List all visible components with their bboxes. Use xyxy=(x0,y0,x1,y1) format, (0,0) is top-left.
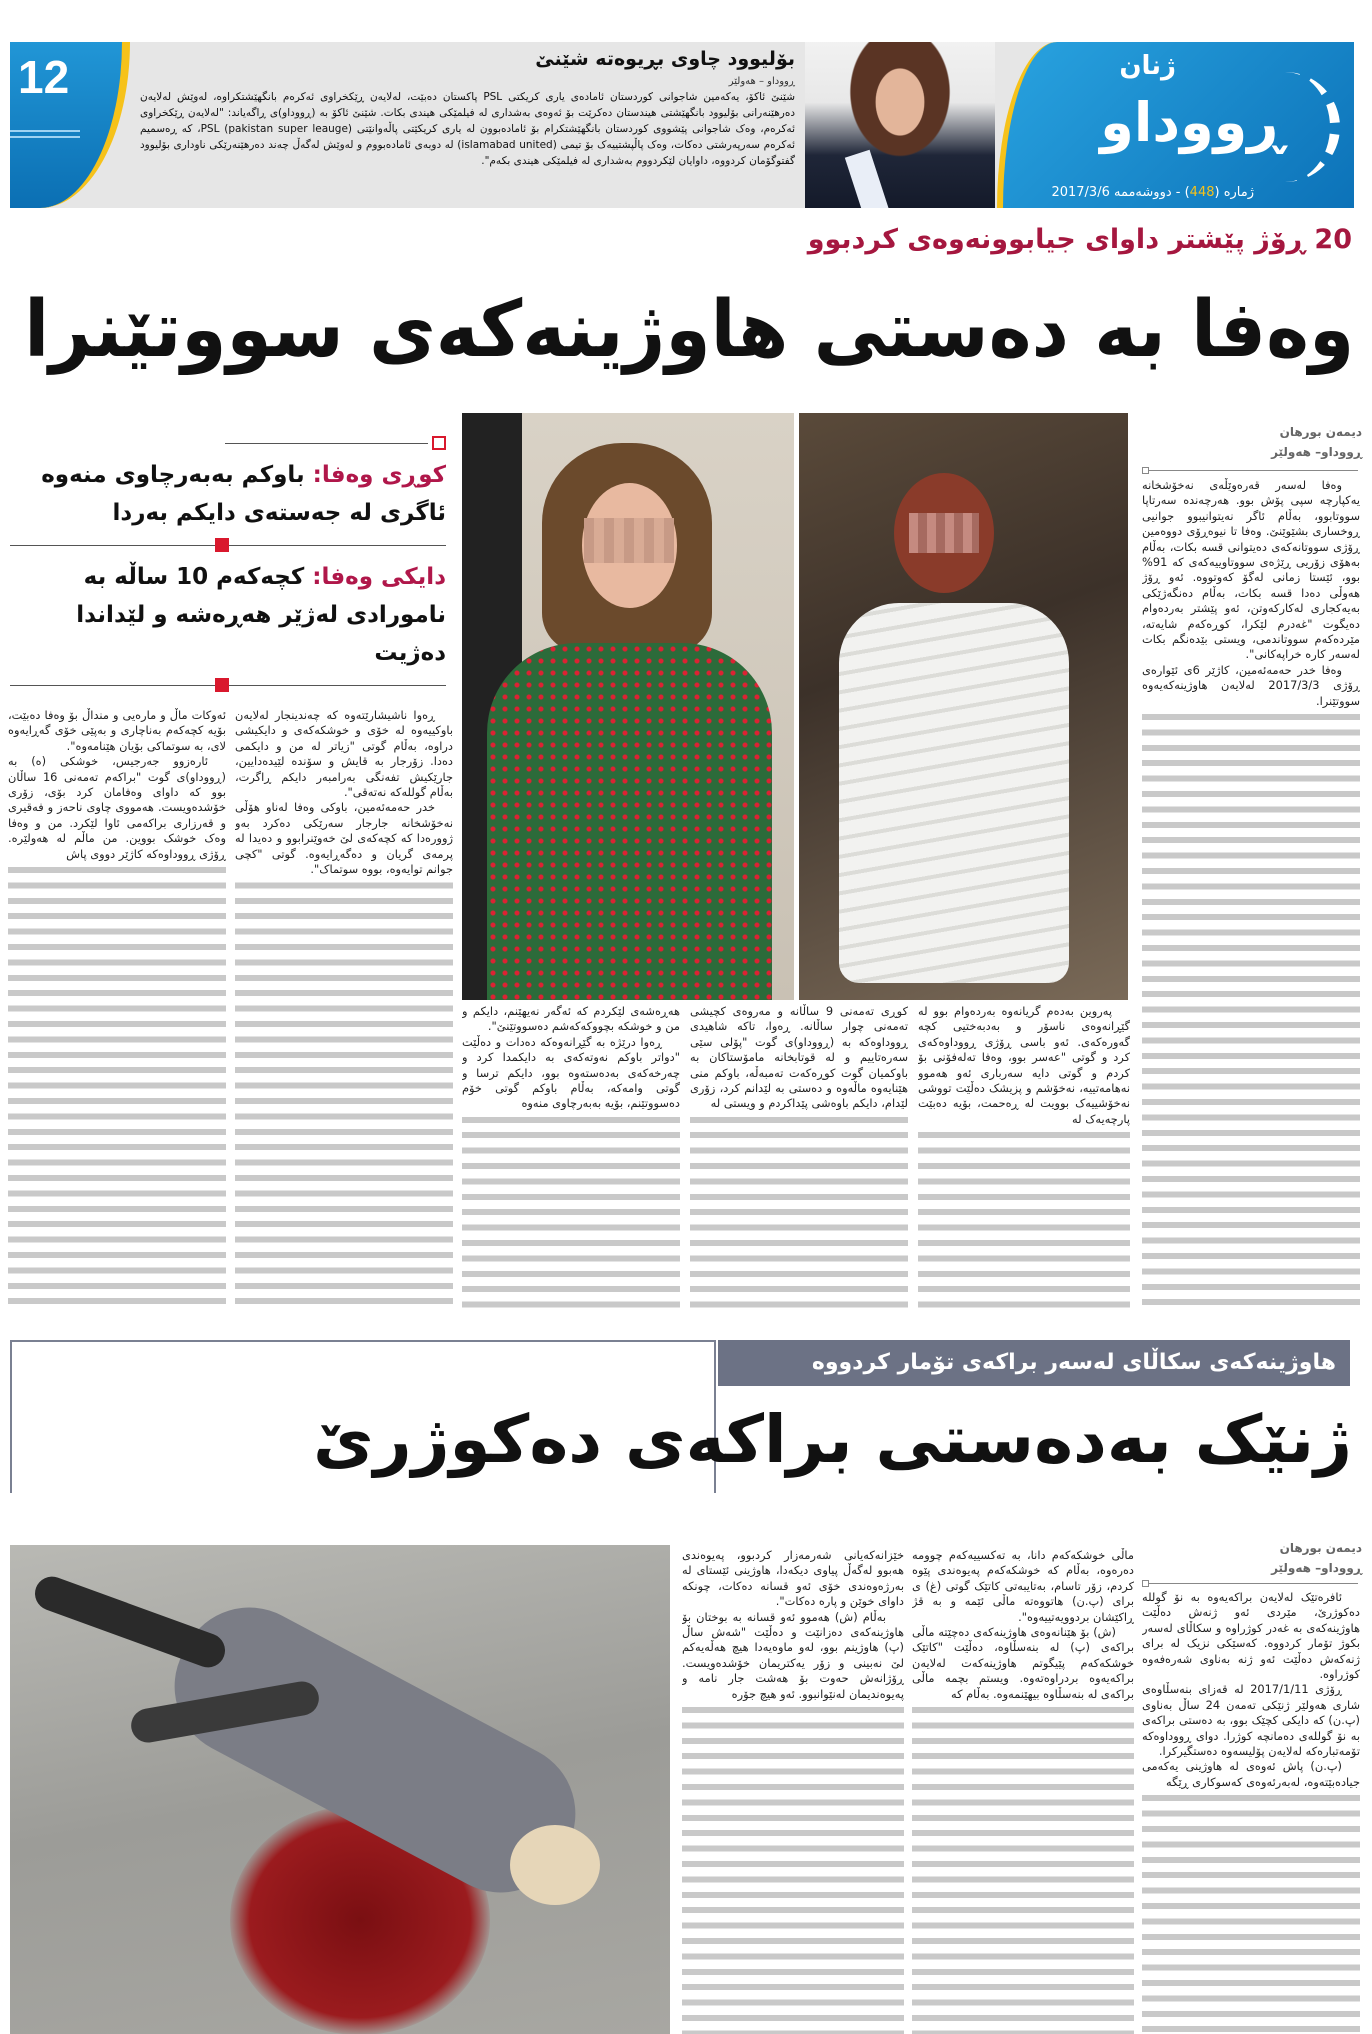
newspaper-logo xyxy=(997,42,1354,208)
story2-column-1 xyxy=(1142,1590,1360,2034)
divider xyxy=(10,538,446,552)
paragraph: بەڵام (ش) هەموو ئەو قسانە بە بوختان بۆ هاوژینەکەی دەزانێت و دەڵێت "شەش ساڵ (پ) هاوژینم بوو، لەو ماوەیەدا هیچ هەڵەیەکم لێ نەبینی و زۆر یەکتریمان خۆشدەویست. ڕۆژانەش حەوت بۆ هەشت جار نامە و پەیوەندیمان لەنێوانبوو. ئەو هیچ جۆرە xyxy=(682,1609,904,1701)
divider xyxy=(10,678,446,692)
paragraph: خدر حەمەئەمین، باوکی وەفا لەناو هۆڵی نەخۆشخانە جارجار سەرێکی دەکرد بەو ژوورەدا کە کچەکەی لێ خەوێنرابوو و دەیدا لە پرمەی گریان و دەگەڕایەوە. گوتی "کچی جوانم توایەوە، بووە سوتماک". xyxy=(235,800,453,877)
brief-body: شێنێ ئاکۆ، یەکەمین شاجوانی کوردستان ئامادەی یاری کریکتی PSL پاکستان دەبێت، لەلایەن ڕێکخراوی ئەکرەم بانگهێشتکراوە، لەوێش لەلایەن دەرهێنەرانی بۆلیوود بانگهێشتی هیندستان دەکرێت بۆ ئەوەی بەشداری لە فیلمێکی هیندی بکات. شێنێ ئاکۆ بە (ڕووداو)ی ڕاگەیاند: "لەلایەن ڕێکخراوی ئەکرەم، وەک شاجوانی پێشووی کوردستان بانگهێشتکرام بۆ ئامادەبوون لە یاری کریکێتی پاڵەوانێتی PSL (pakistan super leauge)، کە ڕەسمیم ئەکرەم سەرپەرشتی دەکات، وەک پاڵپشتییەک بۆ تیمی (islamabad united) لە دوبەی ئامادەبووم و لەوێش لەگەڵ چەند دەرهێنەرێکی ناوداری بۆلیوود گفتوگۆمان کردووە، داوایان لێکردووم بەشداری لە فیلمێکی هیندی بکەم". xyxy=(140,91,795,167)
paragraph: ئارەزوو جەرجیس، خوشکی (ه) بە (ڕووداو)ی گوت "براکەم تەمەنی 16 ساڵان بوو کە داوای وەفامان کرد بۆی، زۆری خۆشدەویست. هەمووی چاوی ناحەز و فەقیری و قەرزاری براکەمی ئاوا لێکرد. من و وەفا وەک خوشک بووین. من ماڵم لە هەولێرە. ڕۆژی ڕووداوەکە کاژێر دووی پاش xyxy=(8,754,226,861)
byline-author: دیمەن بورهان xyxy=(1279,425,1362,439)
brief-byline: ڕووداو – هەولێر xyxy=(728,76,795,87)
paragraph: ئەوکات ماڵ و مارەیی و منداڵ بۆ وەفا دەبێت، بۆیە کچەکەم بەناچاری و بەپێی خۆی گەڕایەوە لای، بە سوتماکی بۆیان هێنامەوە". xyxy=(8,708,226,753)
logo-rays-icon xyxy=(1280,72,1340,182)
byline-rule xyxy=(1148,1583,1358,1584)
paragraph: (پ.ن) پاش ئەوەی لە هاوژینی یەکەمی جیادەبێتەوە، لەبەرئەوەی کەسوکاری ڕێگە xyxy=(1142,1759,1360,1789)
divider xyxy=(10,436,446,450)
paragraph: (ش) بۆ هێنانەوەی هاوژینەکەی دەچێتە ماڵی براکەی (پ) لە بنەسڵاوە، دەڵێت "کاتێک خوشکەکەم پێیگوتم هاوژینەکەت لەلایەن براکەیەوە بردراوەتەوە. ویستم بچمە ماڵی براکەی لە بنەسڵاوە بیهێنمەوە. بەڵام کە xyxy=(912,1625,1134,1701)
section-name: ژنان xyxy=(1119,51,1176,81)
page-number: 12 xyxy=(18,51,70,103)
quote-speaker: دایکی وەفا: xyxy=(312,564,446,590)
brief-title: بۆلیوود چاوی بڕیوەتە شێنێ xyxy=(535,48,795,70)
pull-quotes xyxy=(10,430,446,698)
wafa-portrait-photo xyxy=(462,413,794,1000)
paragraph: ڕەوا ناشیشارێتەوە کە چەندینجار لەلایەن باوکییەوە لە خۆی و خوشکەکەی و دایکیشی دراوە، بەڵام گوتی "زیاتر لە من و دایکمی دەدا. زۆرجار بە قایش و سۆندە لێیدەدایین، جارێکیش تفەنگی بەرامبەر دایکم ڕاگرت، بەڵام گوللەکە نەتەقی". xyxy=(235,708,453,800)
story1-byline xyxy=(1142,422,1362,462)
byline-rule xyxy=(1148,470,1358,471)
issue-prefix: ژمارە ( xyxy=(1214,185,1254,200)
paragraph: پەروین بەدەم گریانەوە بەردەوام بوو لە گێڕانەوەی ناسۆر و بەدبەختیی کچە گەورەکەی. ئەو باسی ڕۆژی ڕووداوەکەی کرد و گوتی "عەسر بوو، وەفا تەلەفۆنی بۆ کردم و گوتی دایە سەربارى ئەو هەموو نەهامەتییە، نەخۆشم و پزیشک دەڵێت تووشی نەخۆشییەک بوویت لە ڕەحمت، بۆیە دەبێت پارچەیەک لە xyxy=(918,1004,1130,1126)
paragraph: کوڕی تەمەنی 9 ساڵانە و مەروەی کچیشی تەمەنی چوار ساڵانە. ڕەوا، تاکە شاهیدی ڕووداوەکە بە (ڕووداو)ی گوت "پۆلی سێی سەرەتاییم و لە قوتابخانە مامۆستاکان بە باوکمیان گوت کوڕەکەت تەمبەڵە، باوکم منی هێنایەوە ماڵەوە و دەستی بە لێدانم کرد، زۆری لێدام، دایکم باوەشی پێداکردم و ویستی لە xyxy=(690,1004,908,1111)
story2-headline: ژنێک بەدەستی براکەی دەکوژرێ xyxy=(313,1401,1352,1478)
miss-kurdistan-photo xyxy=(805,42,995,208)
paragraph: وەفا لەسەر قەرەوێڵەی نەخۆشخانە یەکپارچە سپی پۆش بوو. هەرچەندە سەرتاپا سووتابوو، بەڵام ئاگر نەیتوانیبوو جوانیی ڕوخساری بشێوێنێ. وەفا تا نیوەڕۆی دووەمین ڕۆژی سووتانەکەی دەیتوانی قسە بکات، بەڵام بەهۆی زۆریی ڕێژەی سووتاوییەکەی کە 91% بوو، ئێستا زمانی لەگۆ کەوتووە. ئەو ڕۆژ هەوڵی دەدا قسە بکات، بەڵام دەنگەژێکی بەیەکجاری لەکارکەوتن، ئەو پێشتر بەردەوام دەیگوت "غەدرم لێکرا، کوڕەکەم شایەتە، مێردەکەم سووتاندمی، ویستی بێدەنگم بکات لەسەر کارە خراپەکانی". xyxy=(1142,478,1360,662)
quote-text: کچەکەم 10 ساڵە بە نامورادی لەژێر هەڕەشە و لێداندا دەژیت xyxy=(76,564,446,666)
quote-text: باوکم بەبەرچاوی منەوە ئاگری لە جەستەی دایکم بەردا xyxy=(41,462,446,526)
wafa-hospital-photo xyxy=(799,413,1128,1000)
byline-author: دیمەن بورهان xyxy=(1279,1541,1362,1555)
story1-headline: وەفا بە دەستی هاوژینەکەی سووتێنرا xyxy=(24,285,1354,375)
story1-column-1 xyxy=(1142,478,1360,1308)
paragraph: ماڵی خوشکەکەم دانا، بە تەکسییەکەم چوومە دەرەوە، بەڵام کە خوشکەکەم پەیوەندی پێوە کردم، زۆر تاسام، بەتایبەتی کاتێک گوتی (غ) ی برای (پ.ن) هاتووەتە ماڵی ئێمە و بە قژ ڕاکێشان بردوویەتییەوە". xyxy=(912,1548,1134,1624)
logo-text: ڕووداو xyxy=(1100,91,1284,154)
issue-date: ) - دووشەممە 2017/3/6 xyxy=(1051,185,1190,200)
paragraph: هەڕەشەی لێکردم کە ئەگەر نەیهێنم، دایکم و من و خوشکە بچووکەکەشم دەسووتێنێ". xyxy=(462,1004,680,1034)
story2-kicker: هاوژینەکەی سکاڵای لەسەر براکەی تۆمار کردووە xyxy=(811,1350,1336,1375)
pull-quote xyxy=(10,456,446,532)
story1-column-5 xyxy=(235,708,453,1308)
byline-place: ڕووداو– هەولێر xyxy=(1271,445,1362,459)
story2-column-2 xyxy=(912,1548,1134,2034)
paragraph: وەفا خدر حەمەئەمین، کاژێر 6ی ئێوارەی ڕۆژی 2017/3/3 لەلایەن هاوژینەکەیەوە سووتێنرا. xyxy=(1142,662,1360,708)
paragraph: ئافرەتێک لەلایەن براکەیەوە بە نۆ گوللە دەکوژرێ، مێردی ئەو ژنەش دەڵێت هاوژینەکەی بە غەدر کوژراوە و سکاڵای لەسەر بکوژ تۆمار کردووە. کەسێکی نزیک لە برای ژنەکەش دەڵێت ئەو ژنە بەناوی شەرەفەوە کوژراوە. xyxy=(1142,1590,1360,1682)
story1-column-4 xyxy=(462,1004,680,1308)
page-header-band xyxy=(10,42,1354,208)
issue-info xyxy=(1051,184,1254,202)
paragraph: خێزانەکەیانی شەرمەزار کردبوو، پەیوەندی هەبوو لەگەڵ پیاوی دیکەدا، هاوژینی ئێستای لە بەرژەوەندی خۆی ئەو قسانە دەکات، چونکە داوای خوێن و پارە دەکات". xyxy=(682,1548,904,1609)
crime-scene-photo xyxy=(10,1545,670,2034)
issue-number: 448 xyxy=(1189,185,1215,200)
byline-place: ڕووداو– هەولێر xyxy=(1271,1561,1362,1575)
story1-column-3 xyxy=(690,1004,908,1308)
header-brief xyxy=(140,48,795,169)
page-number-badge xyxy=(10,42,130,208)
quote-speaker: کوڕی وەفا: xyxy=(312,462,446,488)
story2-column-3 xyxy=(682,1548,904,2034)
story2-byline xyxy=(1142,1538,1362,1578)
story1-kicker: 20 ڕۆژ پێشتر داوای جیابوونەوەی کردبوو xyxy=(807,224,1352,255)
paragraph: ڕۆژی 2017/1/11 لە قەزای بنەسڵاوەی شاری هەولێر ژنێکی تەمەن 24 ساڵ بەناوی (پ.ن) کە دایکی کچێک بوو، بە دەستی براکەی بە نۆ گوللەی دەمانچە کوژرا. دوای ڕووداوەکە تۆمەتبارەکە لەلایەن پۆلیسەوە دەستگیرکرا. xyxy=(1142,1682,1360,1759)
pull-quote xyxy=(10,558,446,672)
story2-kicker-bar xyxy=(718,1340,1350,1386)
paragraph: ڕەوا درێژە بە گێڕانەوەکە دەدات و دەڵێت "دواتر باوکم نەوتەکەی بە دایکمدا کرد و چەرخەکەی بەدەستەوە بوو، دایکم ترسا و گوتی وامەکە، بەڵام باوکم گوتی خۆم دەسووتێنم، بۆیە بەبەرچاوی منەوە xyxy=(462,1034,680,1111)
story1-column-2 xyxy=(918,1004,1130,1308)
story1-column-6 xyxy=(8,708,226,1308)
